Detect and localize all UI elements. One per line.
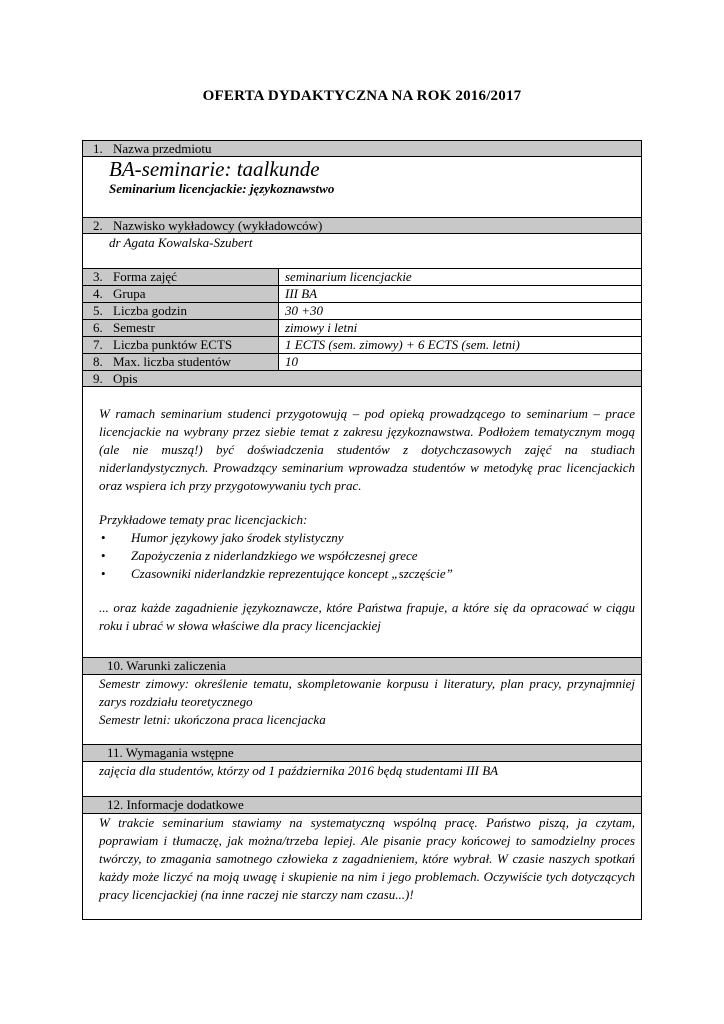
prerequisites-content: zajęcia dla studentów, którzy od 1 października 2016 będą studentami III BA xyxy=(83,762,641,797)
subject-content xyxy=(83,157,641,218)
section-number: 1. xyxy=(93,141,103,156)
row-label xyxy=(83,320,279,336)
row-value: 30 +30 xyxy=(285,303,324,318)
subject-name: BA-seminarie: taalkunde xyxy=(109,157,320,181)
section-subject-header xyxy=(83,141,641,157)
subject-subtitle: Seminarium licencjackie: językoznawstwo xyxy=(109,181,335,196)
row-group xyxy=(83,286,641,303)
row-number: 5. xyxy=(93,303,103,318)
requirements-content xyxy=(83,675,641,745)
section-label: Nazwisko wykładowcy (wykładowców) xyxy=(113,218,323,233)
list-item: • Humor językowy jako środek stylistyczny xyxy=(99,529,635,547)
list-item: • Czasowniki niderlandzkie reprezentujące koncept „szczęście” xyxy=(99,565,635,583)
row-label-text: Forma zajęć xyxy=(113,269,177,284)
row-label-text: Grupa xyxy=(113,286,146,301)
row-number: 8. xyxy=(93,354,103,369)
topics-list xyxy=(99,529,635,583)
row-max-students xyxy=(83,354,641,371)
row-number: 6. xyxy=(93,320,103,335)
row-label xyxy=(83,286,279,302)
section-description-header xyxy=(83,371,641,387)
section-prerequisites-header: 11. Wymagania wstępne xyxy=(83,745,641,762)
list-item: • Zapożyczenia z niderlandzkiego we współczesnej grece xyxy=(99,547,635,565)
row-label xyxy=(83,354,279,370)
section-lecturer-header xyxy=(83,218,641,234)
description-content xyxy=(83,387,641,658)
document-title: OFERTA DYDAKTYCZNA NA ROK 2016/2017 xyxy=(202,88,522,104)
row-label xyxy=(83,269,279,285)
row-label xyxy=(83,337,279,353)
row-semester xyxy=(83,320,641,337)
row-label-text: Liczba godzin xyxy=(113,303,187,318)
row-form xyxy=(83,269,641,286)
row-label-text: Liczba punktów ECTS xyxy=(113,337,233,352)
section-number: 9. xyxy=(93,371,103,386)
row-value: zimowy i letni xyxy=(285,320,358,335)
row-label-text: Semestr xyxy=(113,320,155,335)
row-value: seminarium licencjackie xyxy=(285,269,412,284)
description-paragraph: W ramach seminarium studenci przygotowują – pod opieką prowadzącego to seminarium – prace licencjackie na wybrany przez siebie temat z zakresu językoznawstwa. Podłożem tematycznym mogą (ale nie muszą!) być doświadczenia studentów z dotychczasowych zajęć na studiach niderlandystycznych. Prowadzący seminarium wprowadza studentów w metodykę prac licencjackich oraz wspiera ich przy przygotowywaniu tych prac. xyxy=(99,406,635,493)
section-label: Nazwa przedmiotu xyxy=(113,141,212,156)
winter-semester-requirements: Semestr zimowy: określenie tematu, skompletowanie korpusu i literatury, plan pracy, przynajmniej zarys rozdziału teoretycznego xyxy=(99,676,635,709)
topics-intro: Przykładowe tematy prac licencjackich: xyxy=(99,512,308,527)
row-value: III BA xyxy=(285,286,318,301)
row-ects xyxy=(83,337,641,354)
section-additional-info-header: 12. Informacje dodatkowe xyxy=(83,797,641,814)
row-number: 4. xyxy=(93,286,103,301)
row-value: 1 ECTS (sem. zimowy) + 6 ECTS (sem. letni) xyxy=(285,337,520,352)
summer-semester-requirements: Semestr letni: ukończona praca licencjacka xyxy=(99,712,326,727)
row-number: 7. xyxy=(93,337,103,352)
course-form xyxy=(82,140,642,920)
section-requirements-header: 10. Warunki zaliczenia xyxy=(83,658,641,675)
section-label: Opis xyxy=(113,371,138,386)
description-closing: ... oraz każde zagadnienie językoznawcze, które Państwa frapuje, a które się da opracować w ciągu roku i ubrać w słowa właściwe dla pracy licencjackiej xyxy=(99,600,635,633)
row-label-text: Max. liczba studentów xyxy=(113,354,232,369)
additional-info-content: W trakcie seminarium stawiamy na systematyczną wspólną pracę. Państwo piszą, ja czytam, poprawiam i tłumaczę, jak można/trzeba lepiej. Ale pisanie pracy końcowej to samodzielny proces twórczy, to zmagania samotnego człowieka z zagadnieniem, które wybrał. W czasie naszych spotkań każdy może liczyć na moją uwagę i skupienie na nim i jego problemach. Oczywiście tych dotyczących pracy licencjackiej (na inne raczej nie starczy nam czasu...)! xyxy=(83,814,641,920)
row-hours xyxy=(83,303,641,320)
section-number: 2. xyxy=(93,218,103,233)
row-number: 3. xyxy=(93,269,103,284)
lecturer-name: dr Agata Kowalska-Szubert xyxy=(83,234,641,269)
row-value: 10 xyxy=(285,354,298,369)
row-label xyxy=(83,303,279,319)
